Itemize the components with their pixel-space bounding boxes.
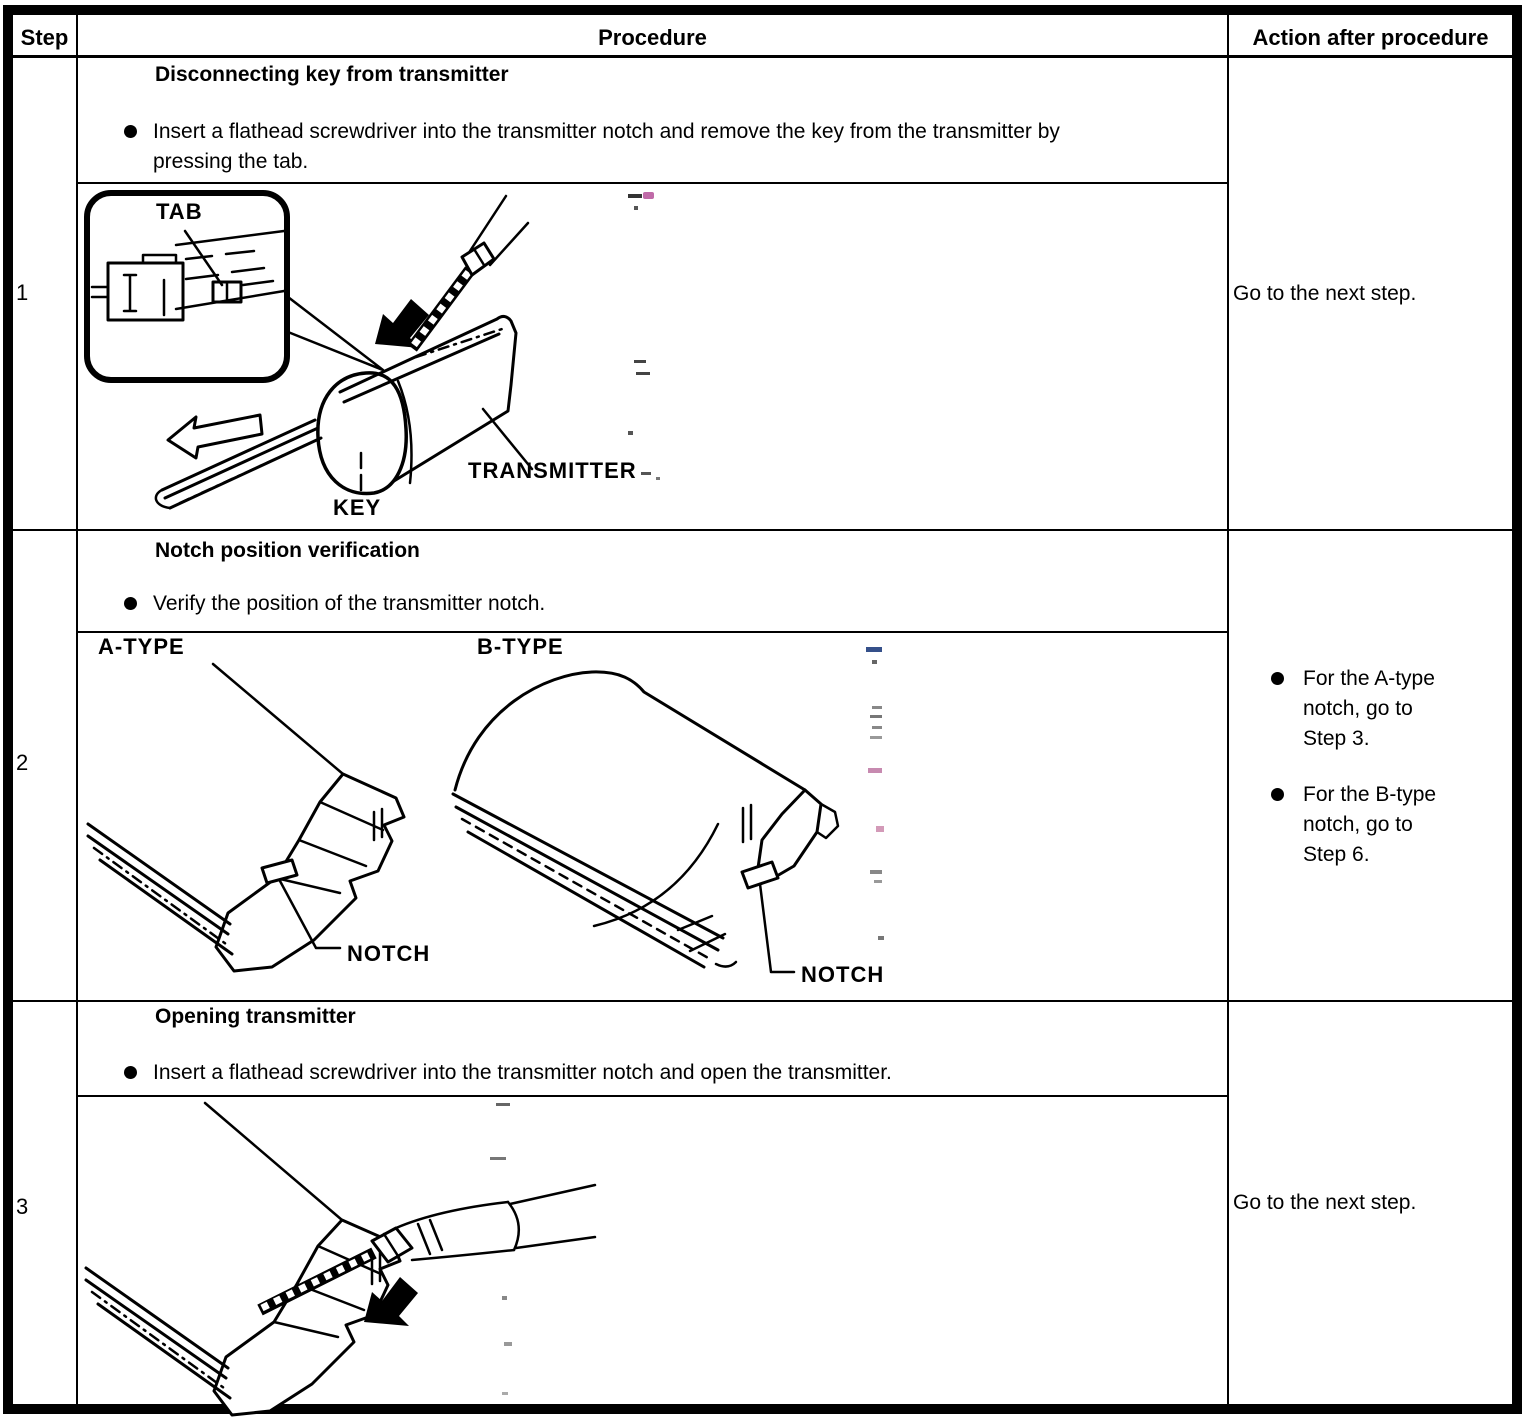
scan-artifact [656, 477, 660, 480]
scan-artifact [496, 1103, 510, 1106]
figure-label-notch-a: NOTCH [347, 941, 431, 966]
figure-label-transmitter: TRANSMITTER [468, 458, 637, 483]
procedure-bullet-row3 [124, 1058, 1103, 1088]
figure-label-key: KEY [333, 495, 382, 520]
figure-label-a-type: A-TYPE [98, 634, 185, 659]
procedure-heading-row1: Disconnecting key from transmitter [155, 63, 509, 86]
figure-opening-transmitter [78, 1098, 1228, 1400]
row-divider-1-2 [13, 529, 1512, 531]
action-bullet-item [1271, 664, 1501, 754]
figure-notch-types [78, 634, 1228, 998]
scan-artifact [872, 660, 877, 664]
figure-key-removal [78, 185, 1228, 529]
scan-artifact [502, 1392, 508, 1395]
scan-artifact [634, 206, 638, 210]
bullet-icon [124, 1066, 137, 1079]
action-bullet-item [1271, 780, 1501, 870]
scan-artifact [634, 360, 646, 363]
scan-artifact [628, 431, 633, 435]
step-number-3: 3 [16, 1194, 29, 1219]
figure-label-b-type: B-TYPE [477, 634, 564, 659]
scan-artifact [641, 472, 651, 475]
procedure-cell-divider-row2 [78, 631, 1227, 633]
scan-artifact [876, 826, 884, 832]
scan-artifact [628, 194, 642, 198]
procedure-bullet-text: Insert a flathead screwdriver into the transmitter notch and open the transmitter. [153, 1061, 892, 1084]
scan-artifact [868, 768, 882, 773]
procedure-bullet-text: Insert a flathead screwdriver into the transmitter notch and remove the key from the transmitter by pressing the tab. [153, 120, 1060, 173]
figure-label-notch-b: NOTCH [801, 962, 885, 987]
action-text-row3: Go to the next step. [1233, 1191, 1417, 1214]
scan-artifact [643, 192, 654, 199]
action-bullet-text: For the B-type notch, go to Step 6. [1303, 783, 1437, 866]
procedure-cell-divider-row1 [78, 182, 1227, 184]
scan-artifact [866, 647, 882, 652]
procedure-heading-row3: Opening transmitter [155, 1005, 356, 1028]
bullet-icon [1271, 672, 1284, 685]
scan-artifact [870, 870, 882, 874]
bullet-icon [124, 125, 137, 138]
header-bottom-border [13, 55, 1512, 58]
procedure-bullet-text: Verify the position of the transmitter notch. [153, 592, 546, 615]
procedure-heading-row2: Notch position verification [155, 539, 420, 562]
step-number-2: 2 [16, 750, 29, 775]
column-header-action: Action after procedure [1252, 25, 1489, 50]
figure-label-tab: TAB [156, 199, 203, 224]
scan-artifact [878, 936, 884, 940]
scan-artifact [872, 726, 882, 729]
bullet-icon [124, 597, 137, 610]
scan-artifact [870, 715, 882, 718]
procedure-bullet-row1 [124, 117, 1103, 177]
scan-artifact [870, 736, 882, 739]
scan-artifact [504, 1342, 512, 1346]
column-header-procedure: Procedure [598, 25, 707, 50]
step-number-1: 1 [16, 280, 29, 305]
scan-artifact [874, 880, 882, 883]
scan-artifact [636, 372, 650, 375]
action-list-row2 [1271, 664, 1501, 870]
procedure-bullet-row2 [124, 589, 1103, 619]
action-bullet-text: For the A-type notch, go to Step 3. [1303, 667, 1435, 750]
scan-artifact [502, 1296, 507, 1300]
scan-artifact [872, 706, 882, 709]
column-header-step: Step [20, 25, 69, 50]
bullet-icon [1271, 788, 1284, 801]
action-text-row1: Go to the next step. [1233, 282, 1417, 305]
procedure-cell-divider-row3 [78, 1095, 1227, 1097]
scan-artifact [490, 1157, 506, 1160]
